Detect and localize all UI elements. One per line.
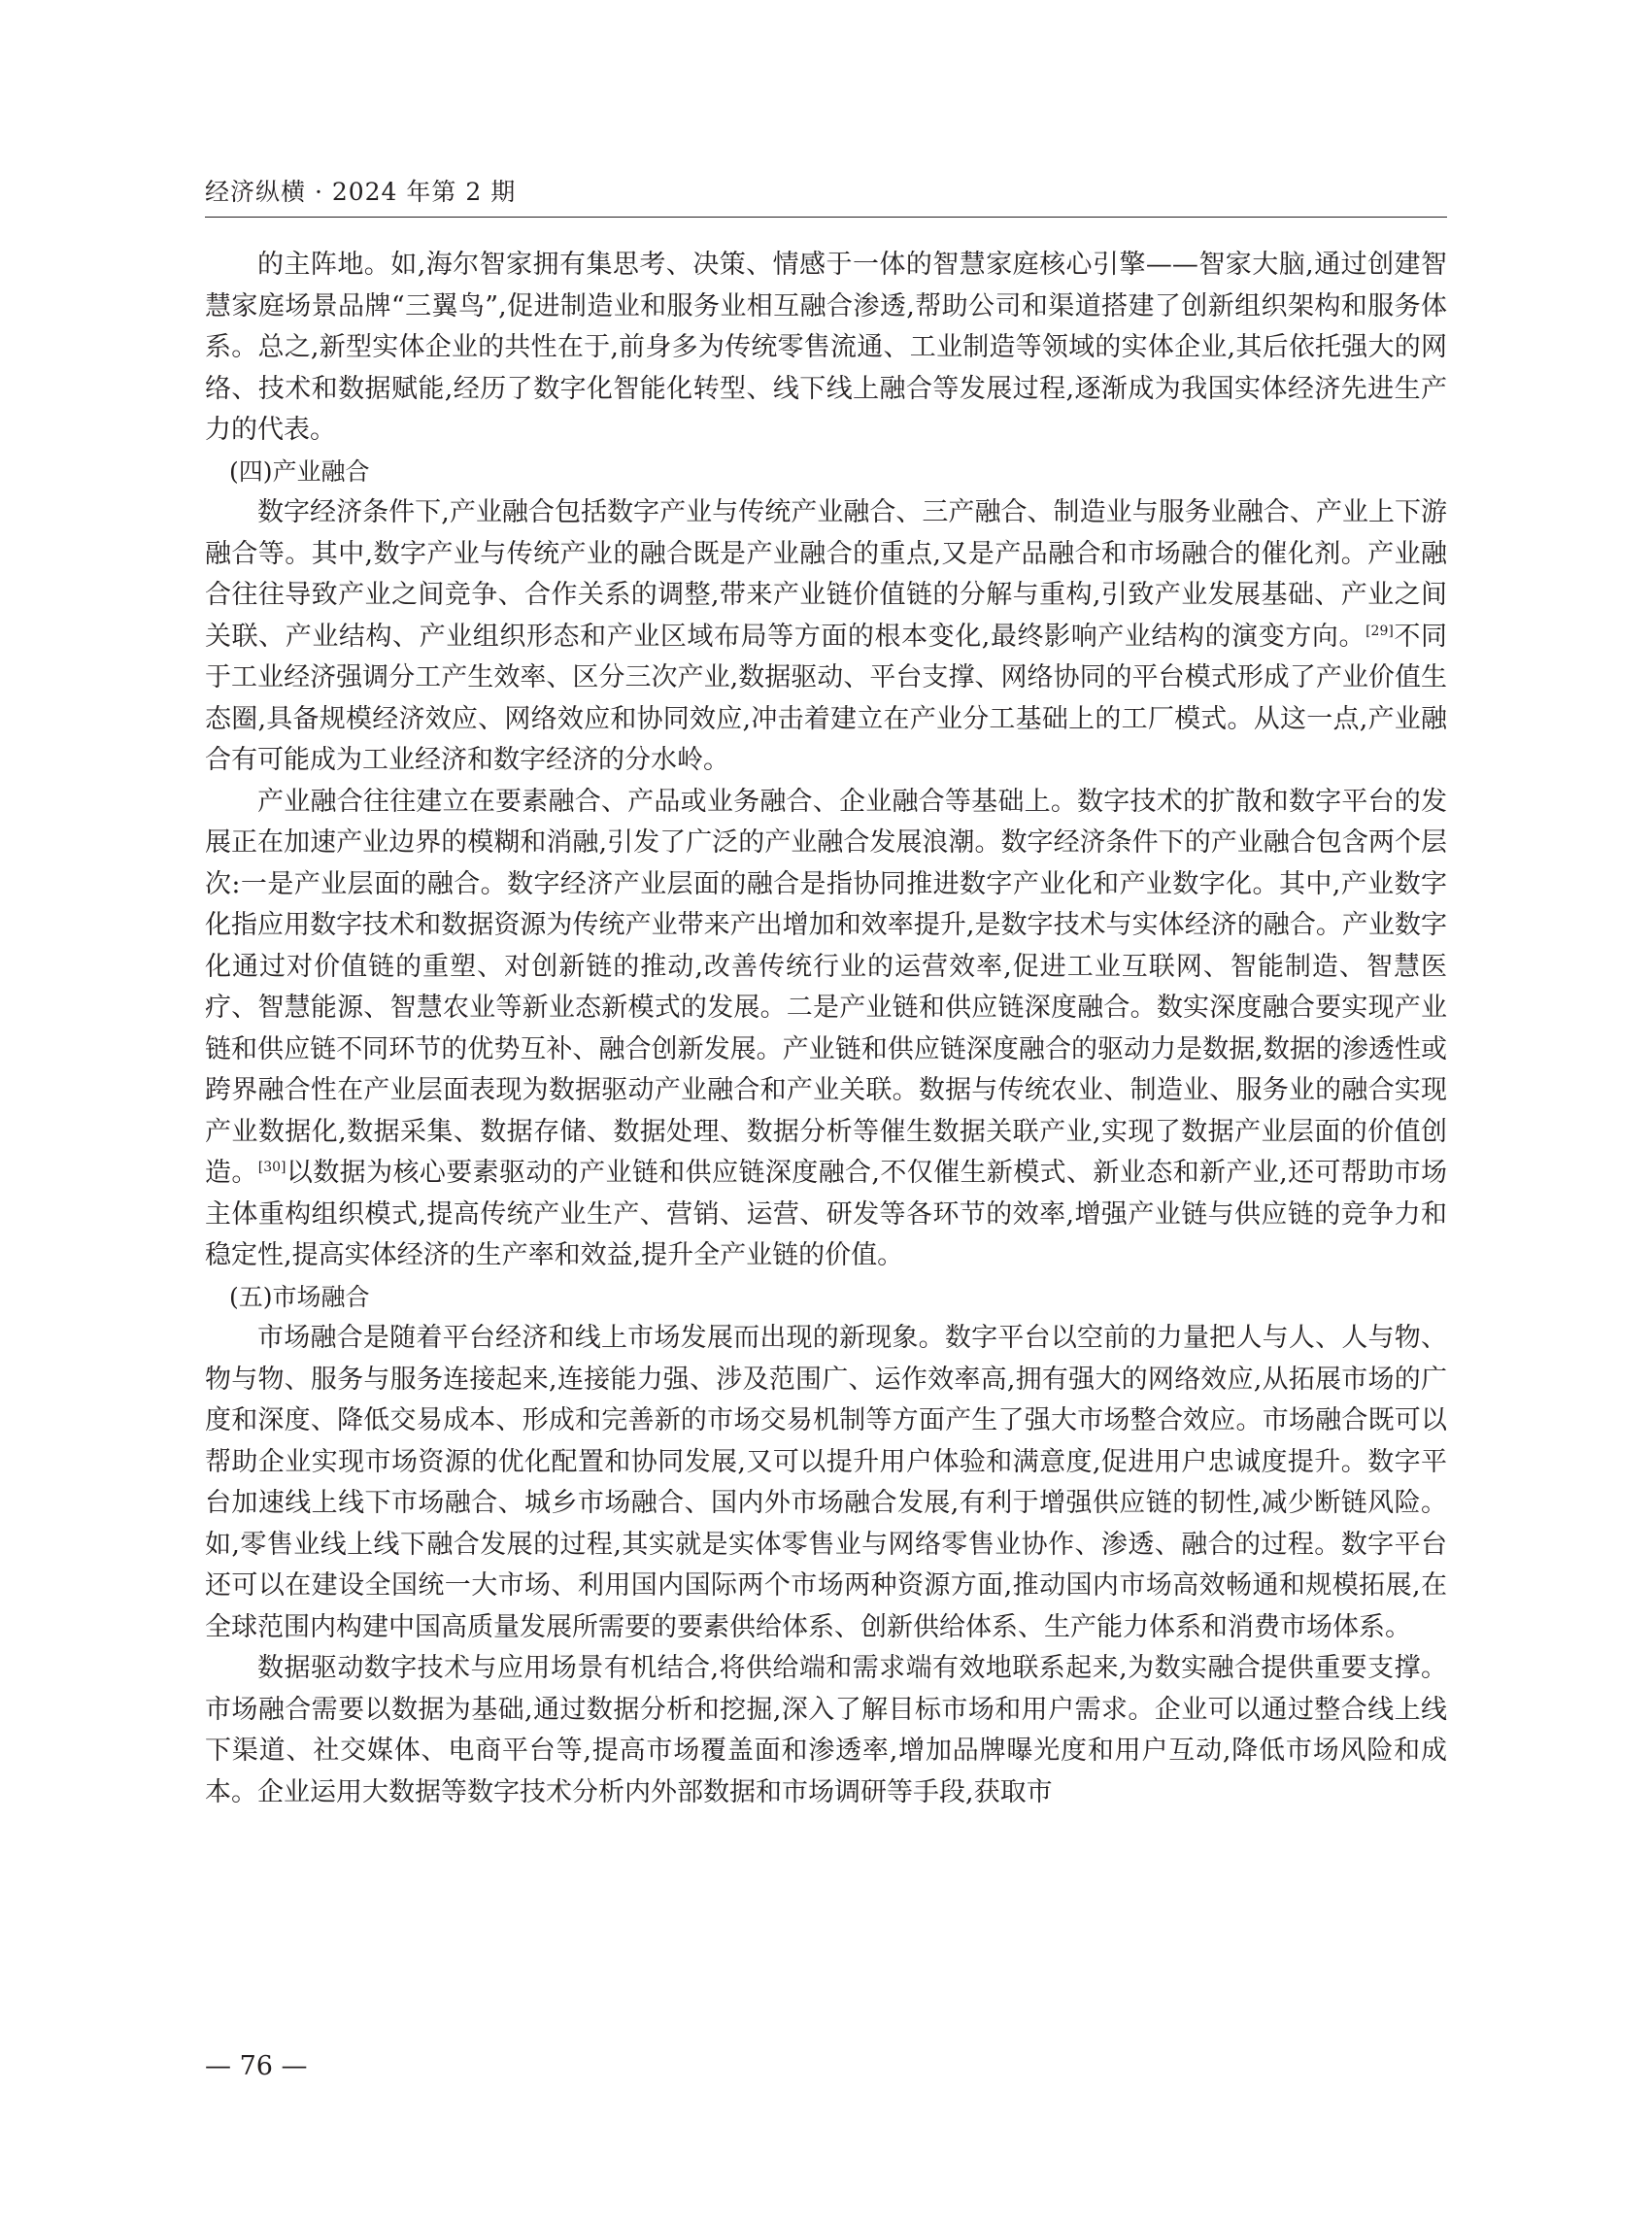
header-rule <box>205 217 1447 218</box>
paragraph-market-integration-2: 数据驱动数字技术与应用场景有机结合,将供给端和需求端有效地联系起来,为数实融合提供重要支撑。市场融合需要以数据为基础,通过数据分析和挖掘,深入了解目标市场和用户需求。企业可以通过整合线上线下渠道、社交媒体、电商平台等,提高市场覆盖面和渗透率,增加品牌曝光度和用户互动,降低市场风险和成本。企业运用大数据等数字技术分析内外部数据和市场调研等手段,获取市 <box>205 1653 1447 1807</box>
running-head: 经济纵横 · 2024 年第 2 期 <box>205 178 517 206</box>
citation-30: [30] <box>257 1160 287 1175</box>
page-number: — 76 — <box>205 2051 308 2081</box>
paragraph-text: 数字经济条件下,产业融合包括数字产业与传统产业融合、三产融合、制造业与服务业融合、产业上下游融合等。其中,数字产业与传统产业的融合既是产业融合的重点,又是产品融合和市场融合的催化剂。产业融合往往导致产业之间竞争、合作关系的调整,带来产业链价值链的分解与重构,引致产业发展基础、产业之间关联、产业结构、产业组织形态和产业区域布局等方面的根本变化,最终影响产业结构的演变方向。 <box>205 497 1447 652</box>
paragraph-text: 不同于工业经济强调分工产生效率、区分三次产业,数据驱动、平台支撑、网络协同的平台模式形成了产业价值生态圈,具备规模经济效应、网络效应和协同效应,冲击着建立在产业分工基础上的工厂模式。从这一点,产业融合有可能成为工业经济和数字经济的分水岭。 <box>205 621 1447 775</box>
paragraph-market-integration-1: 市场融合是随着平台经济和线上市场发展而出现的新现象。数字平台以空前的力量把人与人、人与物、物与物、服务与服务连接起来,连接能力强、涉及范围广、运作效率高,拥有强大的网络效应,从拓展市场的广度和深度、降低交易成本、形成和完善新的市场交易机制等方面产生了强大市场整合效应。市场融合既可以帮助企业实现市场资源的优化配置和协同发展,又可以提升用户体验和满意度,促进用户忠诚度提升。数字平台加速线上线下市场融合、城乡市场融合、国内外市场融合发展,有利于增强供应链的韧性,减少断链风险。如,零售业线上线下融合发展的过程,其实就是实体零售业与网络零售业协作、渗透、融合的过程。数字平台还可以在建设全国统一大市场、利用国内国际两个市场两种资源方面,推动国内市场高效畅通和规模拓展,在全球范围内构建中国高质量发展所需要的要素供给体系、创新供给体系、生产能力体系和消费市场体系。 <box>205 1323 1447 1642</box>
paragraph-continuation: 的主阵地。如,海尔智家拥有集思考、决策、情感于一体的智慧家庭核心引擎——智家大脑,通过创建智慧家庭场景品牌“三翼鸟”,促进制造业和服务业相互融合渗透,帮助公司和渠道搭建了创新组织架构和服务体系。总之,新型实体企业的共性在于,前身多为传统零售流通、工业制造等领域的实体企业,其后依托强大的网络、技术和数据赋能,经历了数字化智能化转型、线下线上融合等发展过程,逐渐成为我国实体经济先进生产力的代表。 <box>205 250 1447 445</box>
section-heading-industry-integration: (四)产业融合 <box>229 456 370 486</box>
paragraph-text: 以数据为核心要素驱动的产业链和供应链深度融合,不仅催生新模式、新业态和新产业,还可帮助市场主体重构组织模式,提高传统产业生产、营销、运营、研发等各环节的效率,增强产业链与供应链的竞争力和稳定性,提高实体经济的生产率和效益,提升全产业链的价值。 <box>205 1158 1448 1270</box>
section-heading-market-integration: (五)市场融合 <box>229 1282 370 1311</box>
citation-29: [29] <box>1365 623 1394 639</box>
paragraph-text: 产业融合往往建立在要素融合、产品或业务融合、企业融合等基础上。数字技术的扩散和数字平台的发展正在加速产业边界的模糊和消融,引发了广泛的产业融合发展浪潮。数字经济条件下的产业融合包含两个层次:一是产业层面的融合。数字经济产业层面的融合是指协同推进数字产业化和产业数字化。其中,产业数字化指应用数字技术和数据资源为传统产业带来产出增加和效率提升,是数字技术与实体经济的融合。产业数字化通过对价值链的重塑、对创新链的推动,改善传统行业的运营效率,促进工业互联网、智能制造、智慧医疗、智慧能源、智慧农业等新业态新模式的发展。二是产业链和供应链深度融合。数实深度融合要实现产业链和供应链不同环节的优势互补、融合创新发展。产业链和供应链深度融合的驱动力是数据,数据的渗透性或跨界融合性在产业层面表现为数据驱动产业融合和产业关联。数据与传统农业、制造业、服务业的融合实现产业数据化,数据采集、数据存储、数据处理、数据分析等催生数据关联产业,实现了数据产业层面的价值创造。 <box>205 786 1447 1188</box>
article-body <box>205 245 1447 1813</box>
paragraph-industry-integration-2 <box>205 782 1447 1277</box>
paragraph-industry-integration-1 <box>205 492 1447 782</box>
